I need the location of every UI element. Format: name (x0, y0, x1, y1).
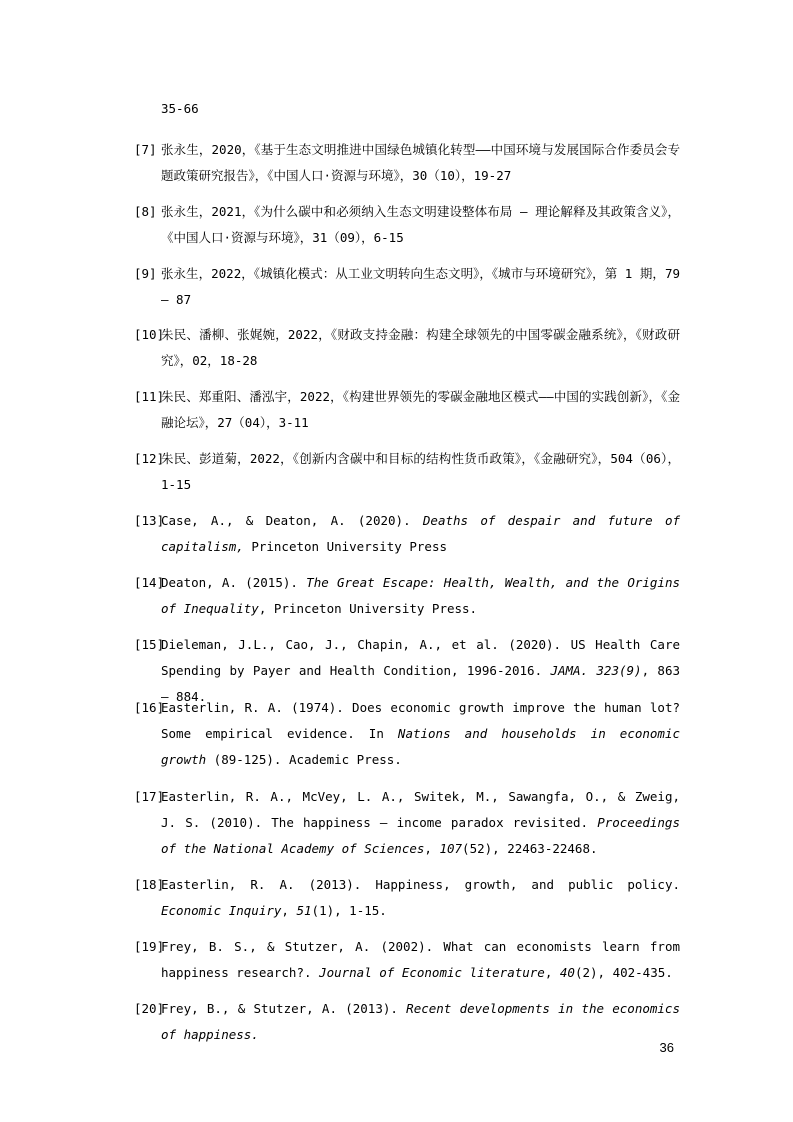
reference-number: [17] (134, 789, 165, 804)
reference-italic-text: Proceedings of the National Academy of Sciences (161, 815, 680, 856)
reference-entry (134, 570, 680, 622)
reference-italic-text: JAMA. 323(9) (550, 663, 642, 678)
reference-text (134, 996, 680, 1048)
reference-entry (134, 934, 680, 986)
reference-plain-text: Deaton, A. (2015). (161, 575, 307, 590)
reference-italic-text: Journal of Economic literature (319, 965, 545, 980)
reference-plain-text: (1), 1-15. (311, 903, 387, 918)
reference-entry (134, 446, 680, 498)
reference-entry (134, 508, 680, 560)
reference-plain-text: Case, A., & Deaton, A. (2020). (161, 513, 423, 528)
reference-entry (134, 261, 680, 313)
reference-entry (134, 384, 680, 436)
reference-plain-text: Princeton University Press (243, 539, 447, 554)
reference-plain-text: 张永生，2022，《城镇化模式：从工业文明转向生态文明》，《城市与环境研究》，第 1 期，79 – 87 (161, 266, 680, 307)
reference-entry (134, 322, 680, 374)
reference-number: [7] (134, 142, 157, 157)
reference-italic-text: 107 (439, 841, 463, 856)
reference-plain-text: , (424, 841, 440, 856)
reference-text (134, 570, 680, 622)
reference-text (134, 508, 680, 560)
reference-italic-text: Economic Inquiry (161, 903, 282, 918)
reference-plain-text: , Princeton University Press. (258, 601, 478, 616)
reference-text (134, 384, 680, 436)
reference-plain-text: (89-125). Academic Press. (206, 752, 402, 767)
reference-plain-text: Easterlin, R. A., McVey, L. A., Switek, M., Sawangfa, O., & Zweig, J. S. (2010). The happiness – income paradox revisited. (161, 789, 680, 830)
reference-plain-text: (52), 22463-22468. (462, 841, 598, 856)
reference-entry (134, 784, 680, 862)
reference-plain-text: 朱民、郑重阳、潘泓宇，2022，《构建世界领先的零碳金融地区模式——中国的实践创新》，《金融论坛》，27（04），3-11 (161, 389, 680, 430)
reference-plain-text: 朱民、彭道菊，2022，《创新内含碳中和目标的结构性货币政策》，《金融研究》，504（06），1-15 (161, 451, 680, 492)
reference-italic-text: 51 (296, 903, 312, 918)
reference-text (134, 261, 680, 313)
reference-italic-text: Deaths of despair and future of capitalism, (161, 513, 681, 554)
reference-plain-text: Frey, B., & Stutzer, A. (2013). (161, 1001, 407, 1016)
reference-number: [20] (134, 1001, 165, 1016)
reference-text (134, 934, 680, 986)
reference-entry (134, 695, 680, 773)
reference-italic-text: Recent developments in the economics of happiness. (161, 1001, 680, 1042)
reference-italic-text: 40 (559, 965, 575, 980)
reference-plain-text: Easterlin, R. A. (1974). Does economic growth improve the human lot? Some empirical evidence. In (161, 700, 680, 741)
reference-plain-text: 张永生，2021，《为什么碳中和必须纳入生态文明建设整体布局 – 理论解释及其政策含义》，《中国人口·资源与环境》，31（09），6-15 (161, 204, 680, 245)
reference-text (134, 695, 680, 773)
reference-italic-text: Nations and households in economic growth (161, 726, 680, 767)
reference-number: [11] (134, 389, 165, 404)
reference-number: [18] (134, 877, 165, 892)
reference-text (134, 872, 680, 924)
reference-number: [12] (134, 451, 165, 466)
reference-number: [14] (134, 575, 165, 590)
reference-italic-text: The Great Escape: Health, Wealth, and the Origins of Inequality (161, 575, 680, 616)
reference-plain-text: Frey, B. S., & Stutzer, A. (2002). What can economists learn from happiness research?. (161, 939, 680, 980)
reference-number: [16] (134, 700, 165, 715)
reference-plain-text: , (544, 965, 560, 980)
reference-text (134, 137, 680, 189)
reference-text (134, 322, 680, 374)
reference-plain-text: Easterlin, R. A. (2013). Happiness, growth, and public policy. (161, 877, 680, 892)
reference-number: [13] (134, 513, 165, 528)
reference-number: [9] (134, 266, 157, 281)
reference-number: [15] (134, 637, 165, 652)
reference-plain-text: 张永生，2020，《基于生态文明推进中国绿色城镇化转型——中国环境与发展国际合作委员会专题政策研究报告》，《中国人口·资源与环境》，30（10），19-27 (161, 142, 680, 183)
reference-plain-text: , (281, 903, 297, 918)
reference-number: [8] (134, 204, 157, 219)
reference-entry (134, 199, 680, 251)
reference-plain-text: (2), 402-435. (574, 965, 673, 980)
reference-number: [10] (134, 327, 165, 342)
reference-continuation: 35-66 (161, 101, 199, 116)
reference-plain-text: 朱民、潘柳、张娓婉，2022，《财政支持金融：构建全球领先的中国零碳金融系统》，《财政研究》，02，18-28 (161, 327, 680, 368)
reference-entry (134, 996, 680, 1048)
reference-number: [19] (134, 939, 165, 954)
page-number: 36 (659, 1040, 674, 1055)
reference-text (134, 784, 680, 862)
reference-plain-text: , 863 – 884. (161, 663, 680, 704)
reference-text (134, 446, 680, 498)
reference-plain-text: Dieleman, J.L., Cao, J., Chapin, A., et al. (2020). US Health Care Spending by Payer and Health Condition, 1996-2016. (161, 637, 680, 678)
reference-entry (134, 137, 680, 189)
reference-entry (134, 872, 680, 924)
reference-text (134, 199, 680, 251)
